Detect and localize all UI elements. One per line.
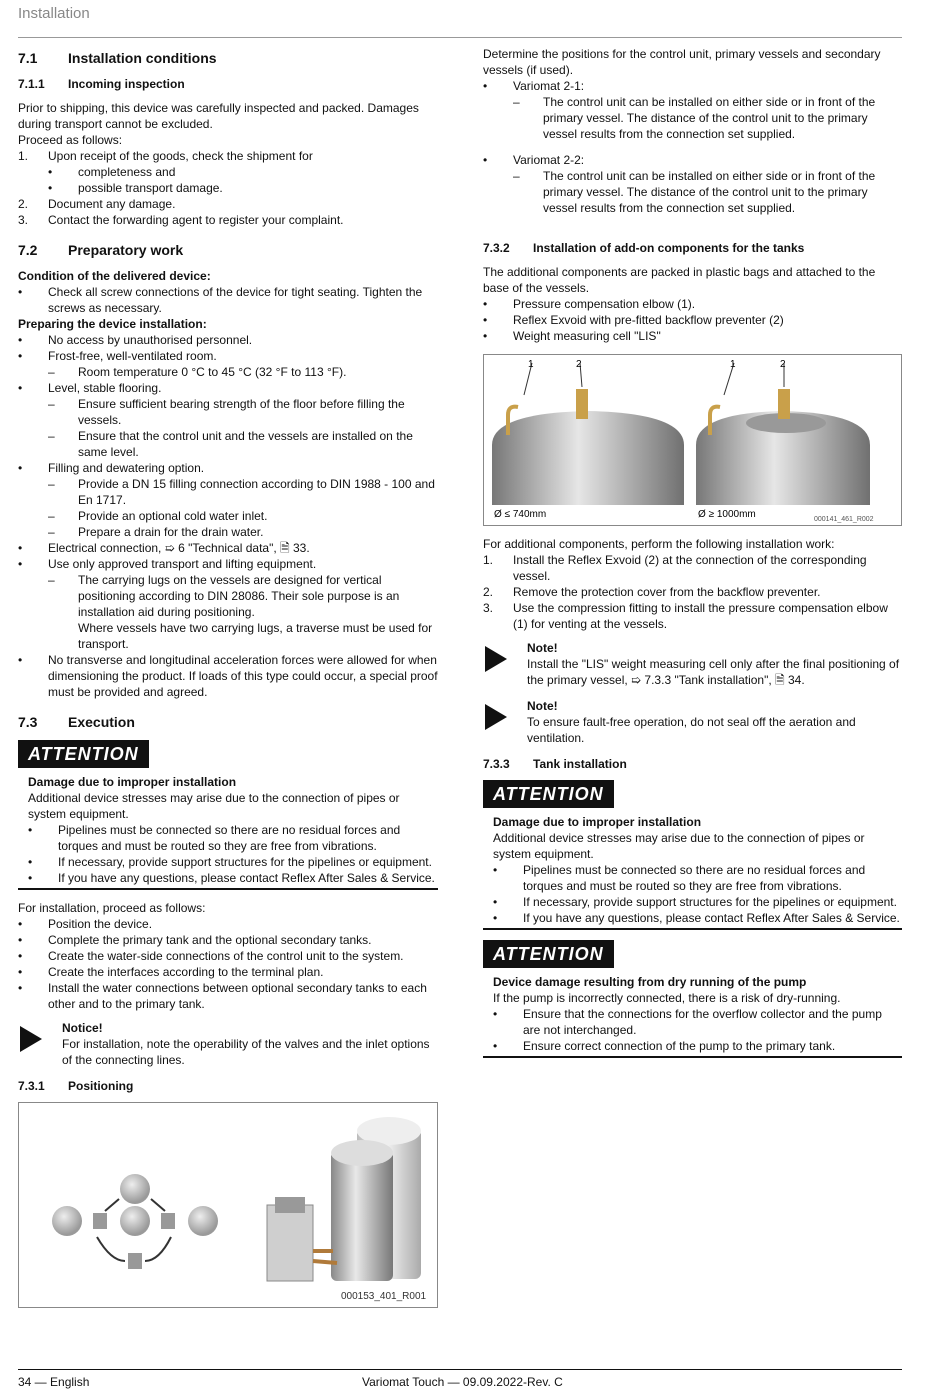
figure-code: 000153_401_R001 — [341, 1291, 427, 1302]
list-item: • Use only approved transport and lifting equipment. — [18, 557, 317, 571]
list-item: – The carrying lugs on the vessels are designed for vertical positioning according to DIN 28086. Their sole purpose is an installation aid during positioning. — [48, 573, 400, 619]
list-item-continuation: Where vessels have two carrying lugs, a traverse must be used for transport. — [78, 621, 433, 651]
attention-label: ATTENTION — [483, 940, 614, 968]
running-header: Installation — [18, 5, 90, 22]
subsection-heading: 7.3.2 Installation of add-on components for the tanks — [483, 241, 805, 255]
list-item: 2. Remove the protection cover from the backflow preventer. — [483, 585, 821, 599]
list-item: • Variomat 2-1: — [483, 79, 585, 93]
list-item: – The control unit can be installed on either side or in front of the primary vessel. The distance of the control unit to the primary vessel results from the connection set supplied. — [513, 95, 876, 141]
list-item: • Frost-free, well-ventilated room. — [18, 349, 217, 363]
label: Condition of the delivered device: — [18, 269, 211, 283]
list-item: • Weight measuring cell "LIS" — [483, 329, 661, 343]
list-item: 1. Upon receipt of the goods, check the shipment for — [18, 149, 313, 163]
attention-text: Additional device stresses may arise due to the connection of pipes or system equipment. — [28, 791, 400, 821]
list-item: • completeness and — [48, 165, 176, 179]
list-item: • Create the interfaces according to the terminal plan. — [18, 965, 324, 979]
list-item: – Provide a DN 15 filling connection according to DIN 1988 - 100 and En 1717. — [48, 477, 435, 507]
list-item: • If necessary, provide support structures for the pipelines or equipment. — [493, 895, 897, 909]
list-item: • Ensure correct connection of the pump to the primary tank. — [493, 1039, 836, 1053]
attention-title: Device damage resulting from dry running of the pump — [493, 975, 807, 989]
list-item: 3. Use the compression fitting to install the pressure compensation elbow (1) for venting at the vessels. — [483, 601, 888, 631]
list-item: • Create the water-side connections of the control unit to the system. — [18, 949, 404, 963]
notice-box — [18, 1020, 438, 1068]
attention-box — [18, 740, 438, 890]
list-item: • No access by unauthorised personnel. — [18, 333, 253, 347]
list-item: • Pressure compensation elbow (1). — [483, 297, 696, 311]
list-item: • Install the water connections between optional secondary tanks to each other and to the primary tank. — [18, 981, 427, 1011]
tank-components-figure — [483, 354, 902, 526]
section-heading: 7.3 Execution — [18, 714, 135, 730]
attention-title: Damage due to improper installation — [493, 815, 702, 829]
list-item: • If necessary, provide support structures for the pipelines or equipment. — [28, 855, 432, 869]
page-number: 34 — English — [18, 1375, 90, 1389]
list-item: • Ensure that the connections for the overflow collector and the pump are not interchanged. — [493, 1007, 882, 1037]
callout-label: 2 — [780, 359, 786, 370]
label: Preparing the device installation: — [18, 317, 207, 331]
left-column — [18, 46, 438, 1308]
note-box — [483, 640, 902, 688]
list-item: • If you have any questions, please contact Reflex After Sales & Service. — [28, 871, 435, 885]
list-item: • Variomat 2-2: — [483, 153, 585, 167]
diameter-label: Ø ≥ 1000mm — [698, 509, 756, 520]
list-item: • No transverse and longitudinal acceleration forces were allowed for when dimensioning the product. If loads of this type could occur, a special proof must be provided and agreed. — [18, 653, 438, 699]
note-text: To ensure fault-free operation, do not seal off the aeration and ventilation. — [527, 715, 856, 745]
list-item: – Room temperature 0 °C to 45 °C (32 °F to 113 °F). — [48, 365, 347, 379]
subsection-heading: 7.1.1 Incoming inspection — [18, 77, 185, 91]
note-arrow-icon — [485, 646, 507, 672]
list-item: • Level, stable flooring. — [18, 381, 162, 395]
positioning-illustration — [19, 1103, 437, 1307]
list-item: • Pipelines must be connected so there are no residual forces and torques and must be routed so they are free from vibrations. — [28, 823, 401, 853]
list-item: 1. Install the Reflex Exvoid (2) at the connection of the corresponding vessel. — [483, 553, 867, 583]
document-title: Variomat Touch — 09.09.2022-Rev. C — [362, 1375, 563, 1389]
list-item: 3. Contact the forwarding agent to register your complaint. — [18, 213, 344, 227]
list-item: • Reflex Exvoid with pre-fitted backflow preventer (2) — [483, 313, 784, 327]
paragraph: The additional components are packed in plastic bags and attached to the base of the vessels. — [483, 265, 876, 295]
tank-components-illustration — [484, 355, 901, 525]
attention-text: Additional device stresses may arise due to the connection of pipes or system equipment. — [493, 831, 865, 861]
list-item: • If you have any questions, please contact Reflex After Sales & Service. — [493, 911, 900, 925]
footer-divider — [18, 1369, 902, 1370]
list-item: – The control unit can be installed on either side or in front of the primary vessel. The distance of the control unit to the primary vessel results from the connection set supplied. — [513, 169, 876, 215]
list-item: – Ensure that the control unit and the vessels are installed on the same level. — [48, 429, 413, 459]
notice-arrow-icon — [20, 1026, 42, 1052]
subsection-heading: 7.3.3 Tank installation — [483, 757, 627, 771]
positioning-figure — [18, 1102, 438, 1308]
diameter-label: Ø ≤ 740mm — [494, 509, 547, 520]
callout-label: 2 — [576, 359, 582, 370]
attention-box — [483, 940, 902, 1058]
paragraph: Determine the positions for the control unit, primary vessels and secondary vessels (if used). — [483, 47, 881, 77]
list-item: • Filling and dewatering option. — [18, 461, 205, 475]
callout-label: 1 — [528, 359, 534, 370]
list-item: – Ensure sufficient bearing strength of the floor before filling the vessels. — [48, 397, 405, 427]
notice-title: Notice! — [62, 1021, 103, 1035]
note-text: Install the "LIS" weight measuring cell only after the final positioning of the primary vessel, ➯ 7.3.3 "Tank installation", 🗎 34. — [527, 657, 900, 687]
paragraph: For installation, proceed as follows: — [18, 901, 206, 915]
note-title: Note! — [527, 699, 558, 713]
figure-code: 000141_461_R002 — [814, 516, 874, 523]
attention-label: ATTENTION — [483, 780, 614, 808]
list-item: • possible transport damage. — [48, 181, 223, 195]
section-heading: 7.2 Preparatory work — [18, 242, 184, 258]
list-item: • Electrical connection, ➯ 6 "Technical data", 🗎 33. — [18, 541, 310, 555]
header-divider — [18, 37, 902, 38]
attention-label: ATTENTION — [18, 740, 149, 768]
list-item: • Pipelines must be connected so there are no residual forces and torques and must be routed so they are free from vibrations. — [493, 863, 866, 893]
list-item: • Check all screw connections of the device for tight seating. Tighten the screws as necessary. — [18, 285, 423, 315]
attention-title: Damage due to improper installation — [28, 775, 237, 789]
callout-label: 1 — [730, 359, 736, 370]
attention-box — [483, 780, 902, 930]
right-column — [483, 46, 902, 1068]
subsection-heading: 7.3.1 Positioning — [18, 1079, 134, 1093]
note-box — [483, 698, 902, 746]
list-item: • Position the device. — [18, 917, 153, 931]
paragraph: Proceed as follows: — [18, 133, 123, 147]
attention-text: If the pump is incorrectly connected, there is a risk of dry-running. — [493, 991, 841, 1005]
paragraph: For additional components, perform the following installation work: — [483, 537, 835, 551]
note-title: Note! — [527, 641, 558, 655]
section-heading: 7.1 Installation conditions — [18, 50, 217, 66]
notice-text: For installation, note the operability of the valves and the inlet options of the connecting lines. — [62, 1037, 430, 1067]
note-arrow-icon — [485, 704, 507, 730]
paragraph: Prior to shipping, this device was carefully inspected and packed. Damages during transport cannot be excluded. — [18, 101, 419, 131]
list-item: – Provide an optional cold water inlet. — [48, 509, 268, 523]
list-item: 2. Document any damage. — [18, 197, 176, 211]
list-item: – Prepare a drain for the drain water. — [48, 525, 264, 539]
list-item: • Complete the primary tank and the optional secondary tanks. — [18, 933, 372, 947]
